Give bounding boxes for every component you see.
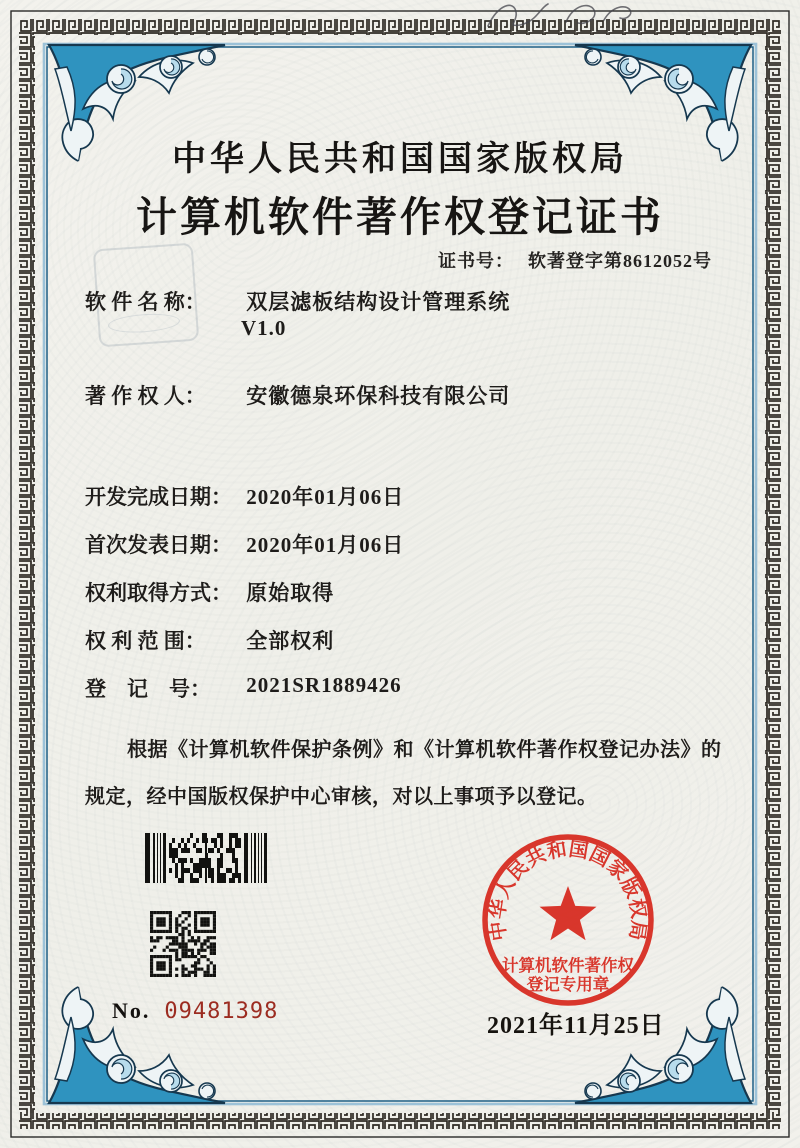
field-label: 软 件 名 称：	[85, 290, 206, 314]
seal-ring-text: 中华人民共和国国家版权局	[487, 839, 649, 943]
handwritten-mark	[478, 0, 658, 30]
serial-number-line	[112, 998, 278, 1024]
qr-code	[150, 911, 216, 977]
certificate-number-value: 软著登字第8612052号	[528, 251, 712, 271]
field-copyright-owner	[85, 380, 745, 410]
field-rights-scope	[85, 625, 745, 655]
field-value: 安徽德泉环保科技有限公司	[246, 384, 511, 408]
seal-caption-line-1: 计算机软件著作权	[502, 956, 634, 975]
field-value: 双层滤板结构设计管理系统	[246, 290, 511, 314]
field-value: 原始取得	[246, 581, 335, 605]
star-icon	[540, 886, 597, 940]
field-registration-number	[85, 673, 745, 703]
certificate-number-line	[438, 247, 712, 273]
field-label: 权 利 范 围：	[85, 629, 206, 653]
certificate-number-label: 证书号：	[438, 251, 514, 271]
field-label: 登 记 号：	[85, 677, 211, 701]
field-value: 2021SR1889426	[246, 673, 402, 697]
field-value: 2020年01月06日	[246, 533, 405, 557]
field-label: 权利取得方式：	[85, 581, 232, 605]
field-completion-date	[85, 481, 745, 511]
issue-date: 2021年11月25日	[487, 1013, 665, 1039]
authority-title: 中华人民共和国国家版权局	[172, 141, 628, 178]
greek-key-border-bottom	[19, 1113, 781, 1129]
field-value: 全部权利	[246, 629, 335, 653]
barcode	[145, 833, 267, 883]
field-software-name	[85, 286, 745, 340]
field-acquisition-method	[85, 577, 745, 607]
seal-caption-line-2: 登记专用章	[526, 975, 610, 994]
field-first-publication-date	[85, 529, 745, 559]
statement-line-2: 规定，经中国版权保护中心审核，对以上事项予以登记。	[85, 786, 598, 808]
official-seal	[480, 832, 656, 1008]
field-value-version: V1.0	[241, 316, 287, 340]
statement-line-1: 根据《计算机软件保护条例》和《计算机软件著作权登记办法》的	[127, 739, 722, 761]
field-value: 2020年01月06日	[246, 485, 405, 509]
field-label: 首次发表日期：	[85, 533, 232, 557]
field-label: 著 作 权 人：	[85, 384, 206, 408]
serial-number-label: No.	[112, 998, 151, 1023]
serial-number-value: 09481398	[164, 999, 279, 1024]
field-label: 开发完成日期：	[85, 485, 232, 509]
greek-key-border-top	[19, 19, 781, 35]
certificate-title: 计算机软件著作权登记证书	[136, 194, 664, 240]
